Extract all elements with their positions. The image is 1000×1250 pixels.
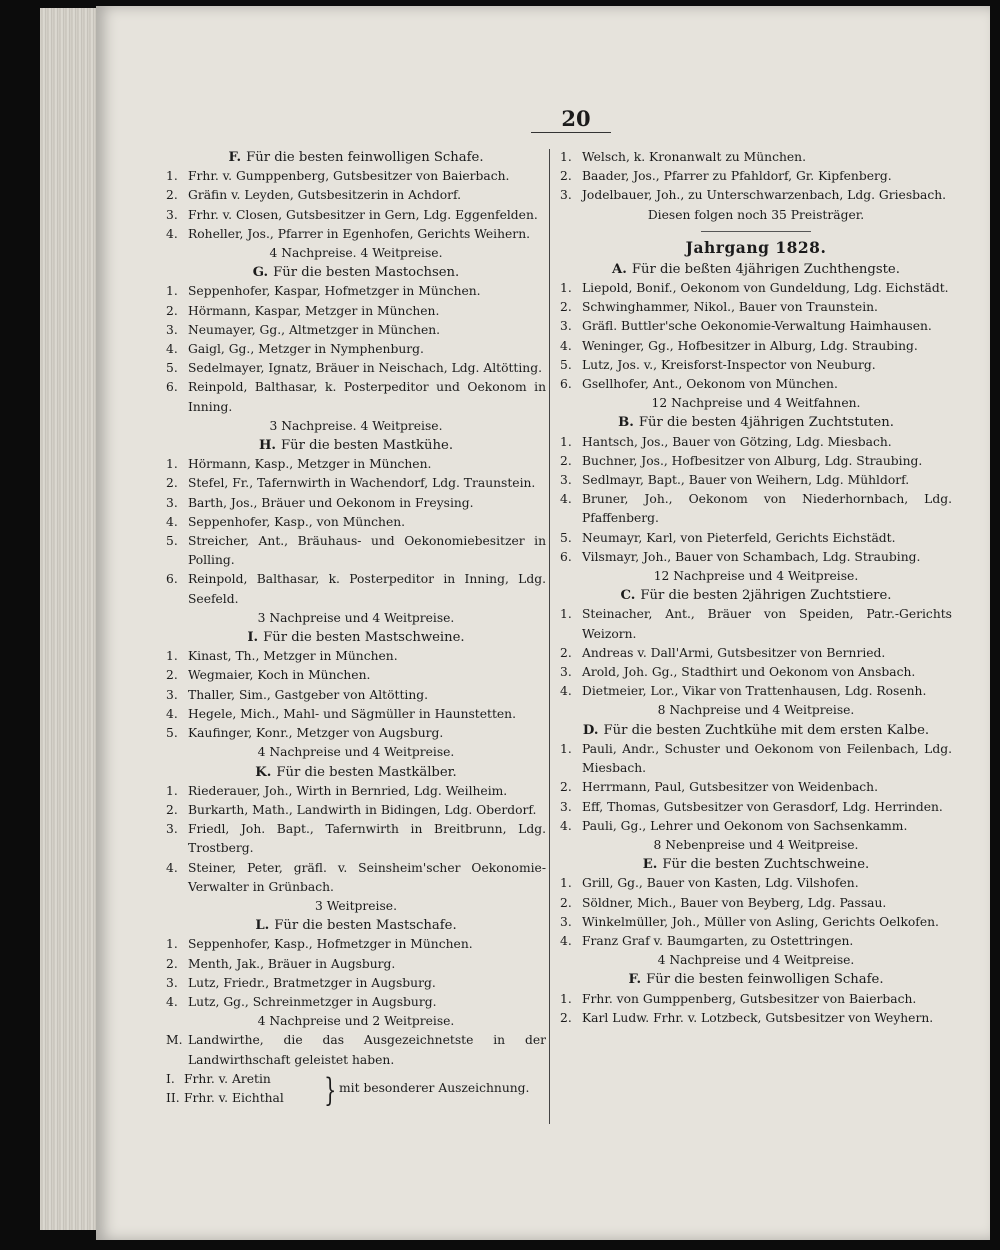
section-heading — [166, 148, 546, 167]
honor-row — [166, 1070, 271, 1089]
honor-number: I. — [166, 1071, 175, 1086]
prizes-note: Diesen folgen noch 35 Preisträger. — [647, 207, 865, 222]
list-entry — [560, 913, 952, 932]
section-heading — [560, 586, 952, 605]
list-entry — [166, 206, 546, 225]
honors-group — [166, 1070, 546, 1112]
document-page — [96, 6, 990, 1240]
entry-text: Gräfin v. Leyden, Gutsbesitzerin in Achdorf. — [188, 188, 461, 203]
entry-number: 4. — [166, 860, 178, 875]
section-heading — [560, 260, 952, 279]
entry-text: Baader, Jos., Pfarrer zu Pfahldorf, Gr. Kipfenberg. — [582, 169, 892, 184]
entry-number: 4. — [560, 684, 572, 699]
entry-text: Landwirthe, die das Ausgezeichnetste in der Landwirthschaft geleistet haben. — [188, 1033, 546, 1067]
entry-text: Hörmann, Kaspar, Metzger in München. — [188, 303, 440, 318]
entry-text: Sedlmayr, Bapt., Bauer von Weihern, Ldg. Mühldorf. — [582, 473, 910, 488]
entry-number: 3. — [560, 914, 572, 929]
entry-number: 4. — [560, 818, 572, 833]
list-entry — [166, 974, 546, 993]
entry-number: 3. — [166, 495, 178, 510]
list-entry — [560, 433, 952, 452]
list-entry — [560, 1009, 952, 1028]
list-entry — [560, 894, 952, 913]
entry-number: 3. — [166, 975, 178, 990]
entry-number: 3. — [166, 822, 178, 837]
entry-text: Seppenhofer, Kaspar, Hofmetzger in München. — [188, 284, 481, 299]
entry-text: Kaufinger, Konr., Metzger von Augsburg. — [188, 726, 444, 741]
page-number-rule — [531, 132, 611, 133]
entry-text: Gräfl. Buttler'sche Oekonomie-Verwaltung Haimhausen. — [582, 319, 932, 334]
column-divider — [549, 149, 550, 1124]
entry-text: Sedelmayer, Ignatz, Bräuer in Neischach, Ldg. Altötting. — [188, 361, 542, 376]
entry-text: Hantsch, Jos., Bauer von Götzing, Ldg. Miesbach. — [582, 434, 892, 449]
entry-number: 3. — [560, 188, 572, 203]
entry-text: Andreas v. Dall'Armi, Gutsbesitzer von Bernried. — [582, 645, 886, 660]
section-title: Für die besten Mastochsen. — [273, 265, 460, 281]
list-entry — [166, 359, 546, 378]
list-entry — [560, 663, 952, 682]
entry-text: Grill, Gg., Bauer von Kasten, Ldg. Vilshofen. — [582, 876, 859, 891]
entry-number: 2. — [166, 802, 178, 817]
honor-note: mit besonderer Auszeichnung. — [339, 1080, 530, 1095]
entry-number: 2. — [166, 188, 178, 203]
section-letter: B. — [618, 415, 634, 431]
list-entry — [560, 337, 952, 356]
entry-text: Menth, Jak., Bräuer in Augsburg. — [188, 956, 396, 971]
entry-text: Karl Ludw. Frhr. v. Lotzbeck, Gutsbesitzer von Weyhern. — [582, 1010, 934, 1025]
entry-number: 6. — [560, 377, 572, 392]
section-heading — [166, 263, 546, 282]
entry-text: Frhr. v. Closen, Gutsbesitzer in Gern, Ldg. Eggenfelden. — [188, 207, 538, 222]
list-entry — [560, 990, 952, 1009]
page-number: 20 — [561, 106, 591, 131]
prizes-note: 12 Nachpreise und 4 Weitfahnen. — [651, 396, 861, 411]
list-entry — [560, 452, 952, 471]
list-entry — [560, 874, 952, 893]
list-entry — [560, 932, 952, 951]
entry-text: Frhr. v. Gumppenberg, Gutsbesitzer von Baierbach. — [188, 169, 510, 184]
honor-number: II. — [166, 1090, 180, 1105]
entry-text: Gaigl, Gg., Metzger in Nymphenburg. — [188, 342, 424, 357]
entry-text: Buchner, Jos., Hofbesitzer von Alburg, Ldg. Straubing. — [582, 453, 923, 468]
list-entry — [560, 317, 952, 336]
left-column — [166, 148, 546, 1112]
entry-text: Arold, Joh. Gg., Stadthirt und Oekonom von Ansbach. — [582, 665, 916, 680]
prizes-note: 3 Weitpreise. — [315, 898, 397, 913]
section-letter: L. — [255, 918, 270, 934]
entry-text: Lutz, Jos. v., Kreisforst-Inspector von Neuburg. — [582, 357, 876, 372]
list-entry — [560, 298, 952, 317]
list-entry — [560, 167, 952, 186]
entry-number: 2. — [560, 169, 572, 184]
entry-text: Herrmann, Paul, Gutsbesitzer von Weidenbach. — [582, 780, 879, 795]
prizes-note: 4 Nachpreise und 2 Weitpreise. — [257, 1014, 455, 1029]
entry-number: 2. — [560, 645, 572, 660]
section-letter: D. — [582, 722, 599, 738]
list-entry — [166, 321, 546, 340]
entry-number: 1. — [166, 937, 178, 952]
entry-number: 6. — [166, 380, 178, 395]
list-entry — [166, 474, 546, 493]
entry-text: Friedl, Joh. Bapt., Tafernwirth in Breitbrunn, Ldg. Trostberg. — [188, 822, 546, 856]
entry-number: 1. — [560, 741, 572, 756]
entry-number: 1. — [560, 876, 572, 891]
list-entry — [166, 820, 546, 858]
list-entry — [166, 340, 546, 359]
entry-number: 4. — [166, 342, 178, 357]
section-letter: F. — [628, 972, 642, 988]
entry-text: Hörmann, Kasp., Metzger in München. — [188, 457, 432, 472]
section-letter: G. — [252, 265, 269, 281]
list-entry — [166, 570, 546, 608]
list-entry — [166, 955, 546, 974]
list-entry — [166, 1031, 546, 1069]
brace-symbol: } — [324, 1070, 337, 1109]
list-entry — [166, 167, 546, 186]
entry-number: 2. — [560, 453, 572, 468]
honor-name: Frhr. v. Eichthal — [184, 1090, 284, 1105]
list-entry — [166, 666, 546, 685]
entry-text: Dietmeier, Lor., Vikar von Trattenhausen, Ldg. Rosenh. — [582, 684, 927, 699]
entry-text: Steiner, Peter, gräfl. v. Seinsheim'scher Oekonomie-Verwalter in Grünbach. — [188, 860, 546, 894]
entry-number: 3. — [560, 799, 572, 814]
list-entry — [166, 455, 546, 474]
entry-number: 4. — [560, 492, 572, 507]
list-entry — [560, 529, 952, 548]
prizes-note: 8 Nachpreise und 4 Weitpreise. — [657, 703, 855, 718]
list-entry — [166, 724, 546, 743]
list-entry — [560, 548, 952, 567]
section-title: Für die besten Zuchtschweine. — [662, 857, 870, 873]
entry-text: Eff, Thomas, Gutsbesitzer von Gerasdorf, Ldg. Herrinden. — [582, 799, 943, 814]
list-entry — [560, 740, 952, 778]
prizes-note: 8 Nebenpreise und 4 Weitpreise. — [653, 837, 859, 852]
entry-text: Weninger, Gg., Hofbesitzer in Alburg, Ldg. Straubing. — [582, 338, 918, 353]
entry-number: 1. — [166, 457, 178, 472]
list-entry — [166, 686, 546, 705]
entry-number: 2. — [560, 1010, 572, 1025]
honor-name: Frhr. v. Aretin — [184, 1071, 271, 1086]
list-entry — [166, 225, 546, 244]
entry-text: Liepold, Bonif., Oekonom von Gundeldung, Ldg. Eichstädt. — [582, 281, 949, 296]
list-entry — [166, 186, 546, 205]
entry-text: Thaller, Sim., Gastgeber von Altötting. — [188, 687, 429, 702]
entry-number: 4. — [166, 994, 178, 1009]
entry-number: 4. — [166, 226, 178, 241]
section-title: Für die besten 4jährigen Zuchtstuten. — [638, 415, 894, 431]
entry-text: Reinpold, Balthasar, k. Posterpeditor und Oekonom in Inning. — [188, 380, 546, 414]
entry-text: Roheller, Jos., Pfarrer in Egenhofen, Gerichts Weihern. — [188, 226, 531, 241]
entry-number: 6. — [560, 549, 572, 564]
entry-number: 4. — [166, 514, 178, 529]
section-letter: C. — [620, 588, 636, 604]
entry-text: Vilsmayr, Joh., Bauer von Schambach, Ldg. Straubing. — [582, 549, 921, 564]
entry-number: 3. — [166, 207, 178, 222]
list-entry — [560, 798, 952, 817]
entry-text: Söldner, Mich., Bauer von Beyberg, Ldg. Passau. — [582, 895, 887, 910]
section-heading — [166, 763, 546, 782]
right-column — [560, 148, 952, 1028]
list-entry — [166, 782, 546, 801]
entry-number: 5. — [560, 530, 572, 545]
list-entry — [166, 532, 546, 570]
section-heading — [560, 970, 952, 989]
list-entry — [166, 647, 546, 666]
section-title: Für die besten feinwolligen Schafe. — [646, 972, 884, 988]
entry-number: 2. — [166, 476, 178, 491]
entry-number: 2. — [560, 895, 572, 910]
entry-number: 1. — [166, 169, 178, 184]
list-entry — [560, 471, 952, 490]
entry-number: 6. — [166, 572, 178, 587]
section-heading — [560, 855, 952, 874]
entry-number: 1. — [166, 783, 178, 798]
entry-text: Streicher, Ant., Bräuhaus- und Oekonomiebesitzer in Polling. — [188, 534, 546, 568]
section-heading — [166, 916, 546, 935]
list-entry — [166, 935, 546, 954]
list-entry — [560, 375, 952, 394]
entry-text: Reinpold, Balthasar, k. Posterpeditor in Inning, Ldg. Seefeld. — [188, 572, 546, 606]
list-entry — [166, 513, 546, 532]
honor-row — [166, 1089, 284, 1108]
entry-number: 3. — [166, 687, 178, 702]
prizes-note: 12 Nachpreise und 4 Weitpreise. — [653, 569, 859, 584]
entry-text: Jodelbauer, Joh., zu Unterschwarzenbach, Ldg. Griesbach. — [582, 188, 947, 203]
section-heading — [560, 721, 952, 740]
list-entry — [166, 705, 546, 724]
list-entry — [166, 282, 546, 301]
entry-number: 3. — [560, 473, 572, 488]
section-heading — [166, 436, 546, 455]
year-heading: Jahrgang 1828. — [685, 237, 827, 257]
section-heading — [560, 413, 952, 432]
entry-text: Pauli, Gg., Lehrer und Oekonom von Sachsenkamm. — [582, 818, 908, 833]
list-entry — [166, 801, 546, 820]
list-entry — [560, 148, 952, 167]
list-entry — [560, 186, 952, 205]
entry-number: 2. — [166, 303, 178, 318]
entry-text: Lutz, Gg., Schreinmetzger in Augsburg. — [188, 994, 437, 1009]
entry-text: Gsellhofer, Ant., Oekonom von München. — [582, 377, 838, 392]
entry-number: 2. — [560, 780, 572, 795]
entry-number: 4. — [560, 338, 572, 353]
entry-number: 4. — [560, 933, 572, 948]
entry-number: 4. — [166, 706, 178, 721]
entry-number: 5. — [166, 726, 178, 741]
list-entry — [166, 302, 546, 321]
list-entry — [166, 378, 546, 416]
list-entry — [560, 279, 952, 298]
section-letter: I. — [247, 630, 259, 646]
prizes-note: 3 Nachpreise und 4 Weitpreise. — [257, 610, 455, 625]
list-entry — [560, 605, 952, 643]
list-entry — [560, 490, 952, 528]
list-entry — [560, 778, 952, 797]
entry-number: 2. — [560, 300, 572, 315]
entry-number: 1. — [560, 150, 572, 164]
entry-number: 5. — [166, 361, 178, 376]
entry-text: Seppenhofer, Kasp., von München. — [188, 514, 406, 529]
entry-number: 1. — [560, 434, 572, 449]
entry-number: 1. — [560, 281, 572, 296]
entry-number: 1. — [560, 607, 572, 622]
section-rule — [701, 231, 811, 232]
section-title: Für die besten Mastschweine. — [263, 630, 465, 646]
prizes-note: 4 Nachpreise und 4 Weitpreise. — [257, 745, 455, 760]
entry-text: Welsch, k. Kronanwalt zu München. — [582, 150, 806, 164]
entry-number: 2. — [166, 668, 178, 683]
entry-text: Seppenhofer, Kasp., Hofmetzger in München. — [188, 937, 473, 952]
section-title: Für die besten 2jährigen Zuchtstiere. — [640, 588, 892, 604]
section-title: Für die besten Mastkälber. — [276, 764, 457, 780]
entry-text: Pauli, Andr., Schuster und Oekonom von Feilenbach, Ldg. Miesbach. — [582, 741, 952, 776]
entry-number: 1. — [166, 284, 178, 299]
entry-number: 2. — [166, 956, 178, 971]
section-title: Für die besten feinwolligen Schafe. — [246, 150, 484, 165]
entry-text: Neumayer, Gg., Altmetzger in München. — [188, 322, 441, 337]
entry-text: Stefel, Fr., Tafernwirth in Wachendorf, Ldg. Traunstein. — [188, 476, 536, 491]
section-title: Für die beßten 4jährigen Zuchthengste. — [631, 261, 900, 277]
list-entry — [166, 993, 546, 1012]
entry-number: 5. — [166, 534, 178, 549]
entry-text: Schwinghammer, Nikol., Bauer von Traunstein. — [582, 300, 878, 315]
entry-text: Kinast, Th., Metzger in München. — [188, 649, 398, 664]
entry-text: Barth, Jos., Bräuer und Oekonom in Freysing. — [188, 495, 474, 510]
list-entry — [560, 356, 952, 375]
entry-text: Steinacher, Ant., Bräuer von Speiden, Patr.-Gerichts Weizorn. — [582, 607, 952, 641]
entry-text: Bruner, Joh., Oekonom von Niederhornbach, Ldg. Pfaffenberg. — [582, 492, 952, 526]
section-letter: A. — [612, 261, 627, 277]
entry-number: 3. — [560, 665, 572, 680]
entry-text: Burkarth, Math., Landwirth in Bidingen, Ldg. Oberdorf. — [188, 802, 537, 817]
entry-number: 1. — [166, 649, 178, 664]
entry-number: 3. — [560, 319, 572, 334]
list-entry — [560, 817, 952, 836]
section-letter: E. — [642, 857, 658, 873]
prizes-note: 4 Nachpreise. 4 Weitpreise. — [269, 246, 443, 261]
entry-text: Winkelmüller, Joh., Müller von Asling, Gerichts Oelkofen. — [582, 914, 939, 929]
section-letter: F. — [228, 150, 242, 165]
prizes-note: 3 Nachpreise. 4 Weitpreise. — [269, 418, 443, 433]
entry-text: Riederauer, Joh., Wirth in Bernried, Ldg. Weilheim. — [188, 783, 508, 798]
section-letter: K. — [255, 764, 272, 780]
entry-number: 5. — [560, 357, 572, 372]
entry-number: 1. — [560, 991, 572, 1006]
section-letter: H. — [258, 438, 277, 454]
entry-text: Wegmaier, Koch in München. — [188, 668, 371, 683]
list-entry — [166, 859, 546, 897]
list-entry — [560, 682, 952, 701]
section-heading — [166, 628, 546, 647]
list-entry — [166, 494, 546, 513]
prizes-note: 4 Nachpreise und 4 Weitpreise. — [657, 953, 855, 968]
entry-text: Neumayr, Karl, von Pieterfeld, Gerichts Eichstädt. — [582, 530, 896, 545]
entry-text: Hegele, Mich., Mahl- und Sägmüller in Haunstetten. — [188, 706, 517, 721]
entry-text: Frhr. von Gumppenberg, Gutsbesitzer von Baierbach. — [582, 991, 917, 1006]
section-title: Für die besten Mastkühe. — [281, 438, 454, 454]
list-entry — [560, 644, 952, 663]
entry-number: 3. — [166, 322, 178, 337]
section-title: Für die besten Mastschafe. — [274, 918, 457, 934]
entry-number: M. — [166, 1033, 183, 1048]
section-title: Für die besten Zuchtkühe mit dem ersten Kalbe. — [603, 722, 930, 738]
entry-text: Franz Graf v. Baumgarten, zu Ostettringen. — [582, 933, 854, 948]
entry-text: Lutz, Friedr., Bratmetzger in Augsburg. — [188, 975, 436, 990]
